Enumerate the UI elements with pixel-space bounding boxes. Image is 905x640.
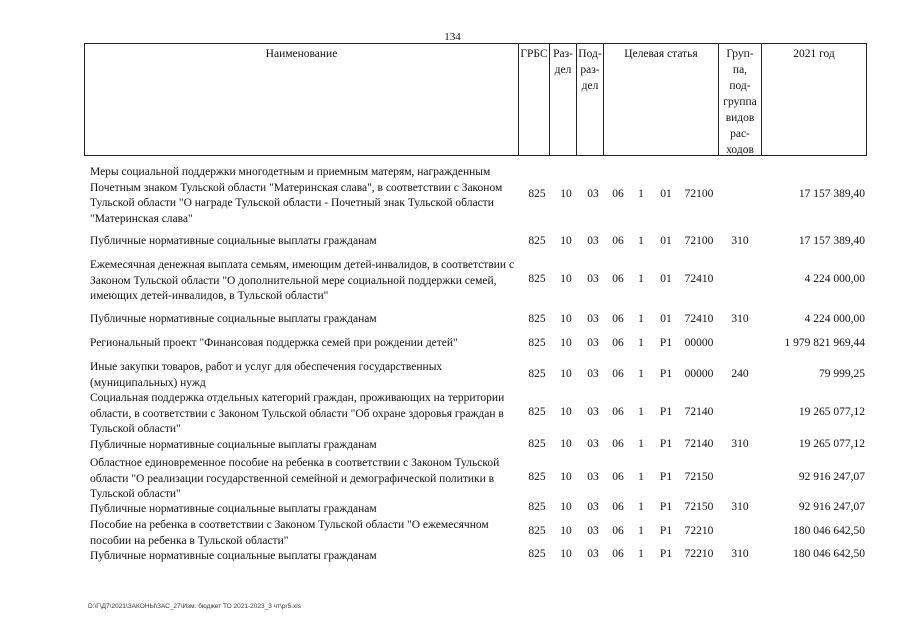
row-name: Областное единовременное пособие на ребенка в соответствии с Законом Тульской области "О реализации государственной семейной и демографической политики в Тульской области": [90, 457, 500, 500]
row-name: Публичные нормативные социальные выплаты гражданам: [90, 313, 377, 325]
table-row: [0, 258, 905, 304]
row-cs4: 72140: [684, 438, 714, 450]
row-name: Публичные нормативные социальные выплаты гражданам: [90, 550, 377, 562]
row-cs2: 1: [638, 368, 644, 380]
row-razdel: 10: [560, 548, 572, 560]
row-cs3: 01: [660, 235, 672, 247]
row-podrazdel: 03: [587, 438, 599, 450]
table-row: [0, 518, 905, 548]
row-cs3: P1: [659, 501, 673, 513]
row-razdel: 10: [560, 471, 572, 483]
row-cs1: 06: [612, 337, 624, 349]
header-gruppa: Груп- па, под- группа видов рас- ходов: [719, 44, 762, 155]
row-cs4: 72100: [684, 235, 714, 247]
row-cs2: 1: [638, 273, 644, 285]
row-grbs: 825: [528, 471, 546, 483]
row-cs2: 1: [638, 548, 644, 560]
row-name: Пособие на ребенка в соответствии с Законом Тульской области "О ежемесячном пособии на ребенка в Тульской области": [90, 519, 489, 547]
row-cs4: 72210: [684, 525, 714, 537]
row-amount: 92 916 247,07: [798, 471, 865, 483]
row-podrazdel: 03: [587, 525, 599, 537]
header-podrazdel: Под- раз- дел: [577, 44, 604, 155]
row-grbs: 825: [528, 525, 546, 537]
row-cs2: 1: [638, 471, 644, 483]
table-row: [0, 360, 905, 392]
row-razdel: 10: [560, 525, 572, 537]
row-cs4: 72150: [684, 501, 714, 513]
row-cs3: P1: [659, 471, 673, 483]
row-cs1: 06: [612, 525, 624, 537]
table-row: [0, 438, 905, 454]
row-cs4: 72140: [684, 406, 714, 418]
row-cs1: 06: [612, 471, 624, 483]
page-number: 134: [444, 31, 461, 43]
row-podrazdel: 03: [587, 235, 599, 247]
row-vr: 240: [731, 368, 749, 380]
row-cs2: 1: [638, 337, 644, 349]
row-cs2: 1: [638, 235, 644, 247]
row-cs1: 06: [612, 368, 624, 380]
row-cs1: 06: [612, 438, 624, 450]
row-cs4: 72210: [684, 548, 714, 560]
row-vr: 310: [731, 313, 749, 325]
row-vr: 310: [731, 548, 749, 560]
row-podrazdel: 03: [587, 368, 599, 380]
row-razdel: 10: [560, 188, 572, 200]
row-cs4: 72410: [684, 313, 714, 325]
row-podrazdel: 03: [587, 501, 599, 513]
row-podrazdel: 03: [587, 273, 599, 285]
table-row: [0, 234, 905, 252]
row-cs3: 01: [660, 313, 672, 325]
header-celevaya: Целевая статья: [604, 44, 719, 155]
row-cs1: 06: [612, 188, 624, 200]
row-cs1: 06: [612, 313, 624, 325]
row-cs4: 72100: [684, 188, 714, 200]
row-razdel: 10: [560, 273, 572, 285]
row-name: Меры социальной поддержки многодетным и приемным матерям, награжденным Почетным знаком Тульской области "Материнская слава", в соответствии с Законом Тульской области "О награде Тульской области - Почетный знак Тульской области "Материнская слава": [90, 166, 503, 225]
row-amount: 180 046 642,50: [793, 548, 865, 560]
table-header: [84, 43, 867, 156]
row-podrazdel: 03: [587, 337, 599, 349]
table-row: [0, 502, 905, 516]
row-cs2: 1: [638, 438, 644, 450]
row-name: Социальная поддержка отдельных категорий граждан, проживающих на территории области, в соответствии с Законом Тульской области "Об охране здоровья граждан в Тульской области": [90, 392, 505, 435]
table-row: [0, 456, 905, 502]
row-grbs: 825: [528, 406, 546, 418]
row-razdel: 10: [560, 406, 572, 418]
row-amount: 79 999,25: [819, 368, 865, 380]
row-podrazdel: 03: [587, 188, 599, 200]
row-cs2: 1: [638, 188, 644, 200]
row-grbs: 825: [528, 501, 546, 513]
row-cs3: P1: [659, 337, 673, 349]
header-razdel: Раз- дел: [550, 44, 577, 155]
row-cs1: 06: [612, 273, 624, 285]
row-cs3: 01: [660, 273, 672, 285]
row-cs3: P1: [659, 525, 673, 537]
row-amount: 1 979 821 969,44: [784, 337, 865, 349]
row-cs1: 06: [612, 548, 624, 560]
row-cs3: 01: [660, 188, 672, 200]
row-name: Иные закупки товаров, работ и услуг для обеспечения государственных (муниципальных) нужд: [90, 361, 443, 389]
table-row: [0, 336, 905, 354]
row-cs2: 1: [638, 406, 644, 418]
row-grbs: 825: [528, 313, 546, 325]
row-cs1: 06: [612, 501, 624, 513]
row-cs3: P1: [659, 438, 673, 450]
header-name: Наименование: [85, 44, 519, 155]
row-cs3: P1: [659, 368, 673, 380]
row-razdel: 10: [560, 313, 572, 325]
row-amount: 180 046 642,50: [793, 525, 865, 537]
row-cs4: 00000: [684, 368, 714, 380]
row-razdel: 10: [560, 438, 572, 450]
row-grbs: 825: [528, 273, 546, 285]
row-name: Публичные нормативные социальные выплаты гражданам: [90, 503, 377, 515]
row-razdel: 10: [560, 501, 572, 513]
row-grbs: 825: [528, 368, 546, 380]
row-cs4: 72410: [684, 273, 714, 285]
header-year: 2021 год: [793, 48, 835, 60]
row-cs2: 1: [638, 525, 644, 537]
footer-path: D:\Г\Д7\2021\ЗАКОНЫ\ЗАС_27\Изм. бюджет ТО 2021-2023_3 чт\pr5.xls: [88, 603, 301, 610]
row-podrazdel: 03: [587, 548, 599, 560]
row-name: Публичные нормативные социальные выплаты гражданам: [90, 439, 377, 451]
table-row: [0, 391, 905, 437]
row-amount: 92 916 247,07: [798, 501, 865, 513]
row-amount: 4 224 000,00: [804, 273, 865, 285]
row-cs1: 06: [612, 235, 624, 247]
row-grbs: 825: [528, 548, 546, 560]
row-grbs: 825: [528, 235, 546, 247]
row-cs2: 1: [638, 313, 644, 325]
row-amount: 17 157 389,40: [798, 235, 865, 247]
row-podrazdel: 03: [587, 313, 599, 325]
row-vr: 310: [731, 235, 749, 247]
row-cs3: P1: [659, 548, 673, 560]
table-row: [0, 165, 905, 227]
row-podrazdel: 03: [587, 406, 599, 418]
row-vr: 310: [731, 501, 749, 513]
row-vr: 310: [731, 438, 749, 450]
row-amount: 4 224 000,00: [804, 313, 865, 325]
row-grbs: 825: [528, 188, 546, 200]
table-row: [0, 549, 905, 563]
row-name: Публичные нормативные социальные выплаты гражданам: [90, 235, 377, 247]
row-amount: 19 265 077,12: [798, 438, 865, 450]
row-cs4: 72150: [684, 471, 714, 483]
header-grbs: ГРБС: [519, 44, 550, 155]
table-row: [0, 312, 905, 330]
row-podrazdel: 03: [587, 471, 599, 483]
row-razdel: 10: [560, 235, 572, 247]
row-cs3: P1: [659, 406, 673, 418]
row-cs1: 06: [612, 406, 624, 418]
row-amount: 19 265 077,12: [798, 406, 865, 418]
row-cs2: 1: [638, 501, 644, 513]
row-cs4: 00000: [684, 337, 714, 349]
row-grbs: 825: [528, 337, 546, 349]
row-name: Региональный проект "Финансовая поддержка семей при рождении детей": [90, 337, 458, 349]
row-razdel: 10: [560, 368, 572, 380]
row-name: Ежемесячная денежная выплата семьям, имеющим детей-инвалидов, в соответствии с Законом Тульской области "О дополнительной мере социальной поддержки семей, имеющих детей-инвалидов, в Тульской области": [90, 259, 515, 302]
row-razdel: 10: [560, 337, 572, 349]
row-grbs: 825: [528, 438, 546, 450]
row-amount: 17 157 389,40: [798, 188, 865, 200]
